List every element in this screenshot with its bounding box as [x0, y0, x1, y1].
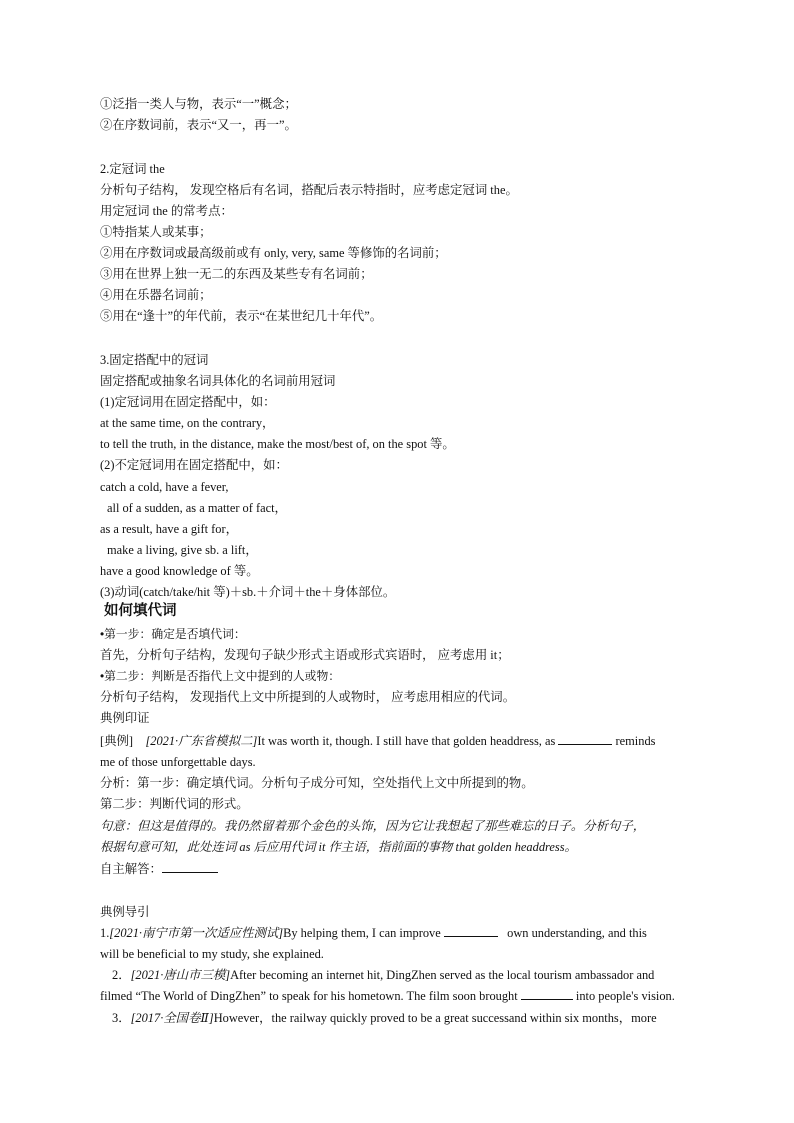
example-tag: [典例]	[100, 734, 134, 748]
example-text: reminds	[615, 734, 656, 748]
article-a-use-1: ①泛指一类人与物，表示“一”概念；	[100, 97, 297, 111]
definite-fixed-title: (1)定冠词用在固定搭配中，如：	[100, 395, 276, 409]
definite-article-analysis: 分析句子结构， 发现空格后有名词，搭配后表示特指时，应考虑定冠词 the。	[100, 183, 518, 197]
answer-blank	[162, 861, 218, 873]
guide-heading: 典例导引	[100, 905, 150, 919]
question-number: 1.	[100, 926, 110, 940]
indefinite-fixed-example: have a good knowledge of 等。	[100, 564, 259, 578]
section-title-fixed-collocation: 3.固定搭配中的冠词	[100, 353, 209, 367]
pronoun-step1-title: •第一步：确定是否填代词：	[100, 627, 246, 641]
indefinite-fixed-example: as a result, have a gift for，	[100, 522, 238, 536]
indefinite-fixed-title: (2)不定冠词用在固定搭配中，如：	[100, 458, 288, 472]
example-sentence	[100, 733, 722, 749]
indefinite-fixed-example: make a living, give sb. a lift，	[107, 543, 258, 557]
question-source: [2021·南宁市第一次适应性测试]	[109, 926, 284, 940]
verb-pattern: (3)动词(catch/take/hit 等)＋sb.＋介词＋the＋身体部位。	[100, 585, 396, 599]
guide-question-2	[112, 967, 722, 983]
indefinite-fixed-example: all of a sudden, as a matter of fact，	[107, 501, 287, 515]
answer-blank	[558, 733, 612, 745]
question-text: After becoming an internet hit, DingZhen served as the local tourism ambassador and	[230, 968, 655, 982]
fixed-collocation-desc: 固定搭配或抽象名词具体化的名词前用冠词	[100, 374, 336, 388]
example-source: [2021·广东省模拟二]	[145, 734, 258, 748]
pronoun-heading: 如何填代词	[104, 603, 177, 619]
question-source: [2021·唐山市三模]	[130, 968, 231, 982]
pronoun-step1-desc: 首先，分析句子结构，发现句子缺少形式主语或形式宾语时， 应考虑用 it；	[100, 648, 510, 662]
guide-question-3	[112, 1010, 722, 1026]
article-a-use-2: ②在序数词前，表示“又一，再一”。	[100, 118, 297, 132]
section-title-definite-article: 2.定冠词 the	[100, 162, 165, 176]
analysis-step2: 第二步：判断代词的形式。	[100, 797, 249, 811]
question-text: However，the railway quickly proved to be a great successand within six months，more	[213, 1011, 657, 1025]
pronoun-step2-desc: 分析句子结构， 发现指代上文中所提到的人或物时， 应考虑用相应的代词。	[100, 690, 516, 704]
example-text: It was worth it, though. I still have that golden headdress, as	[257, 734, 556, 748]
self-answer-line	[100, 861, 734, 877]
question-number: 3．	[112, 1011, 131, 1025]
definite-article-point: ①特指某人或某事；	[100, 225, 212, 239]
question-text: filmed “The World of DingZhen” to speak for his hometown. The film soon brought	[100, 989, 518, 1003]
sentence-meaning: 根据句意可知，此处连词 as 后应用代词 it 作主语，指前面的事物 that golden headdress。	[100, 840, 577, 854]
answer-blank	[521, 988, 573, 1000]
guide-question-2-continued	[100, 988, 722, 1004]
definite-fixed-example: at the same time, on the contrary，	[100, 416, 275, 430]
definite-article-point: ⑤用在“逢十”的年代前，表示“在某世纪几十年代”。	[100, 309, 383, 323]
self-answer-label: 自主解答：	[100, 862, 162, 876]
question-text: into people's vision.	[575, 989, 675, 1003]
indefinite-fixed-example: catch a cold, have a fever,	[100, 480, 229, 494]
example-text-continued: me of those unforgettable days.	[100, 755, 256, 769]
example-heading: 典例印证	[100, 711, 150, 725]
sentence-meaning: 句意：但这是值得的。我仍然留着那个金色的头饰，因为它让我想起了那些难忘的日子。分析句子，	[100, 819, 646, 833]
definite-fixed-example: to tell the truth, in the distance, make the most/best of, on the spot 等。	[100, 437, 455, 451]
definite-article-point: ③用在世界上独一无二的东西及某些专有名词前；	[100, 267, 373, 281]
analysis-step1: 分析：第一步：确定填代词。分析句子成分可知，空处指代上文中所提到的物。	[100, 776, 534, 790]
question-text: own understanding, and this	[507, 926, 647, 940]
guide-question-1	[100, 925, 722, 941]
definite-article-point: ④用在乐器名词前；	[100, 288, 212, 302]
answer-blank	[444, 925, 498, 937]
question-source: [2017·全国卷Ⅱ]	[130, 1011, 214, 1025]
question-number: 2．	[112, 968, 131, 982]
question-text: By helping them, I can improve	[283, 926, 441, 940]
definite-article-point: ②用在序数词或最高级前或有 only, very, same 等修饰的名词前；	[100, 246, 447, 260]
pronoun-step2-title: •第二步：判断是否指代上文中提到的人或物：	[100, 669, 341, 683]
definite-article-points-title: 用定冠词 the 的常考点：	[100, 204, 233, 218]
guide-question-1-continued: will be beneficial to my study, she explained.	[100, 947, 324, 961]
